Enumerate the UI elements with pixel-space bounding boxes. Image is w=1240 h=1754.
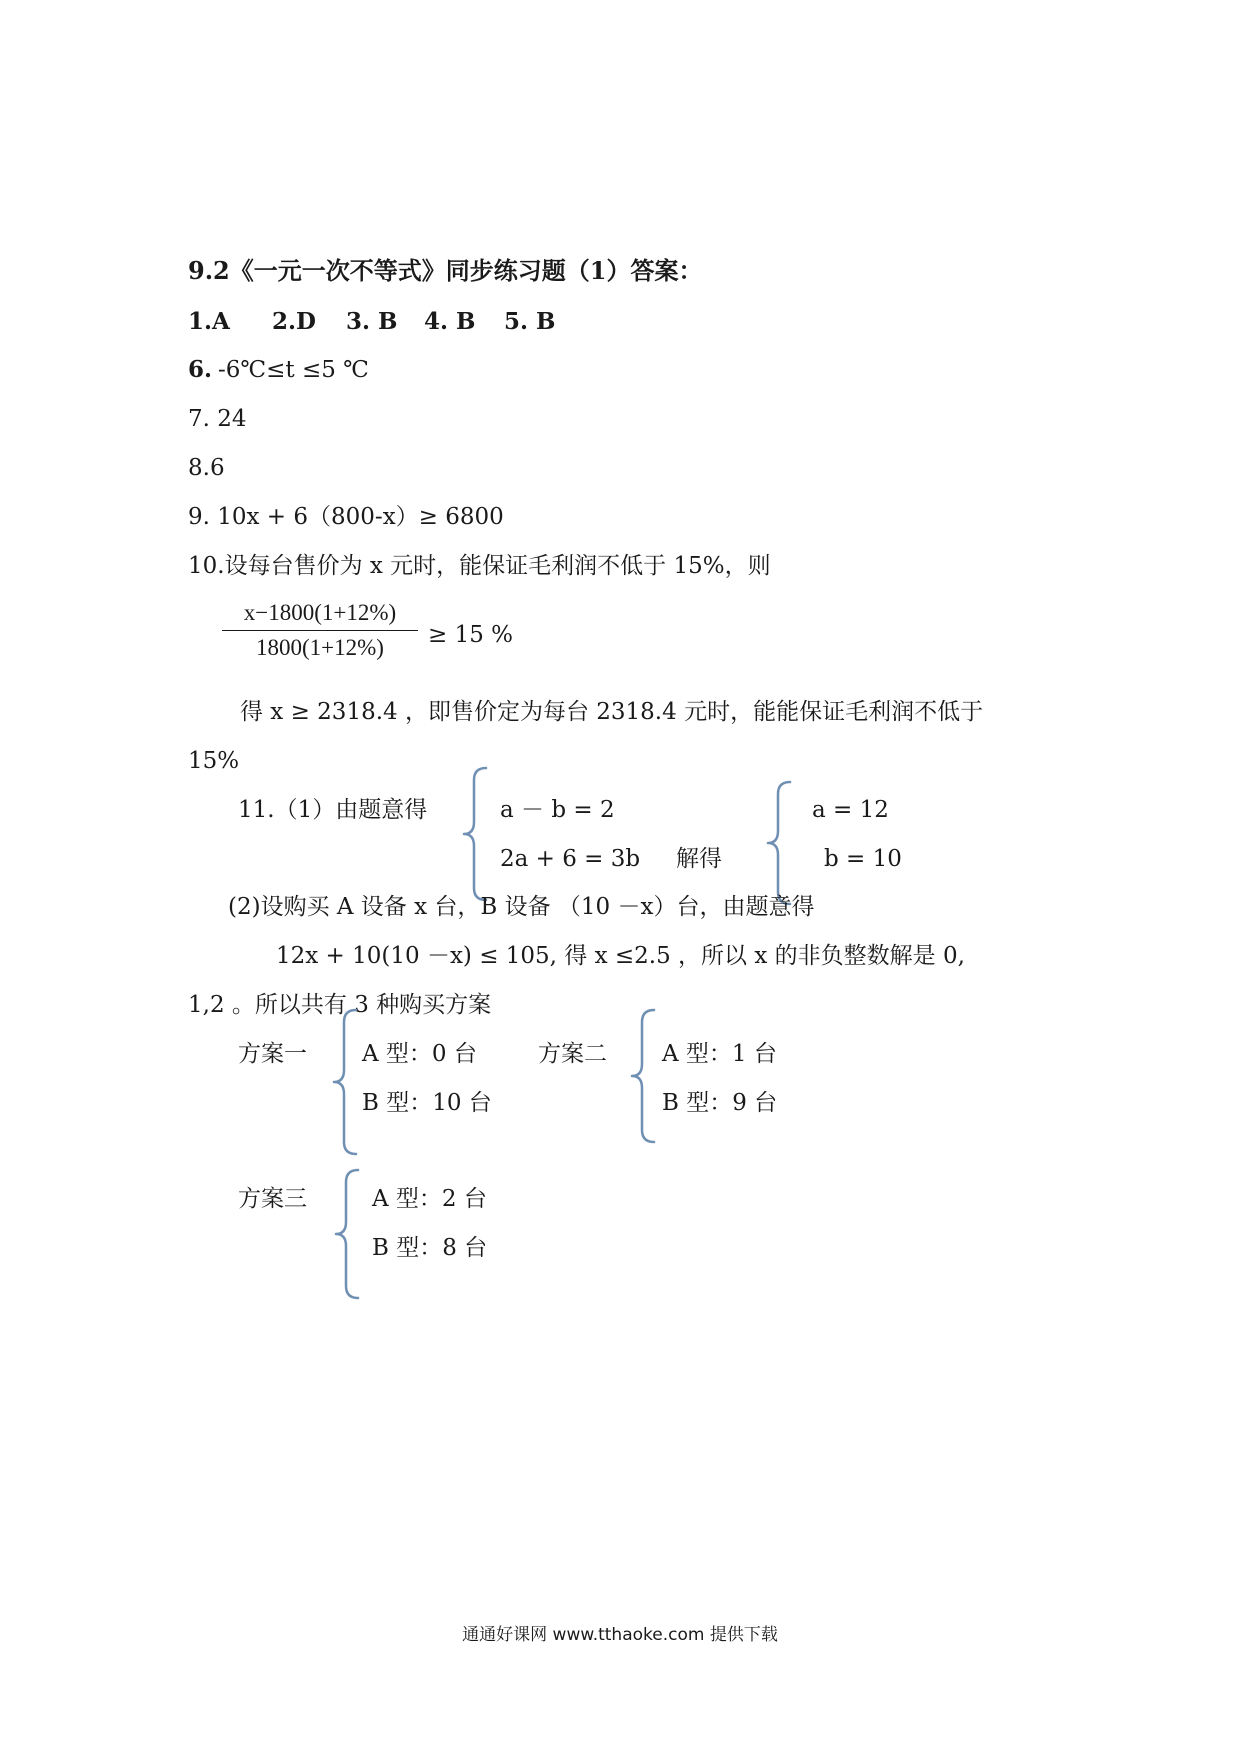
q10-result: 得 x ≥ 2318.4 ，即售价定为每台 2318.4 元时，能能保证毛利润不低于: [240, 699, 984, 725]
q11-inequality: 12x + 10(10 －x) ≤ 105, 得 x ≤2.5 ，所以 x 的非负整数解是 0,: [276, 943, 965, 969]
q10-intro: 10.设每台售价为 x 元时，能保证毛利润不低于 15%，则: [188, 553, 771, 579]
plan-2-a: A 型：1 台: [662, 1041, 777, 1067]
solution-b: b = 10: [824, 846, 902, 872]
plan-2-name: 方案二: [538, 1041, 607, 1067]
system-brace: [462, 764, 492, 904]
answer-1: 1.A: [188, 308, 230, 335]
solve-label: 解得: [676, 846, 722, 872]
q10-result-cont: 15%: [188, 748, 240, 774]
q11-conclusion: 1,2 。所以共有 3 种购买方案: [188, 992, 492, 1018]
q7-answer: 7. 24: [188, 406, 247, 432]
page-title: 9.2《一元一次不等式》同步练习题（1）答案：: [188, 256, 703, 285]
answer-3: 3. B: [346, 308, 398, 335]
q6-number: 6.: [188, 356, 213, 383]
q11-part1-label: 11.（1）由题意得: [238, 797, 428, 823]
plan-2-brace: [630, 1006, 660, 1146]
q9-answer: 9. 10x + 6（800-x）≥ 6800: [188, 504, 504, 530]
equation-1: a － b = 2: [500, 797, 615, 823]
fraction-numerator: x−1800(1+12%): [222, 600, 418, 631]
footer-credit: 通通好课网 www.tthaoke.com 提供下载: [462, 1625, 778, 1645]
q11-part2: (2)设购买 A 设备 x 台，B 设备 （10 －x）台，由题意得: [228, 894, 815, 920]
q10-relation: ≥ 15 %: [428, 622, 514, 648]
fraction-denominator: 1800(1+12%): [256, 635, 384, 660]
plan-1-a: A 型：0 台: [362, 1041, 477, 1067]
answer-5: 5. B: [504, 308, 556, 335]
q8-answer: 8.6: [188, 455, 225, 481]
plan-3-a: A 型：2 台: [372, 1186, 487, 1212]
answer-4: 4. B: [424, 308, 476, 335]
plan-3-brace: [334, 1166, 364, 1302]
plan-1-brace: [332, 1006, 362, 1158]
plan-3-b: B 型：8 台: [372, 1235, 488, 1261]
solution-brace: [766, 778, 796, 908]
plan-3-name: 方案三: [238, 1186, 307, 1212]
q10-fraction: [222, 600, 418, 661]
q6-answer: -6℃≤t ≤5 ℃: [218, 357, 369, 383]
plan-1-name: 方案一: [238, 1041, 307, 1067]
answer-2: 2.D: [272, 308, 316, 335]
equation-2: 2a + 6 = 3b: [500, 846, 641, 872]
solution-a: a = 12: [812, 797, 889, 823]
plan-1-b: B 型：10 台: [362, 1090, 492, 1116]
plan-2-b: B 型：9 台: [662, 1090, 778, 1116]
